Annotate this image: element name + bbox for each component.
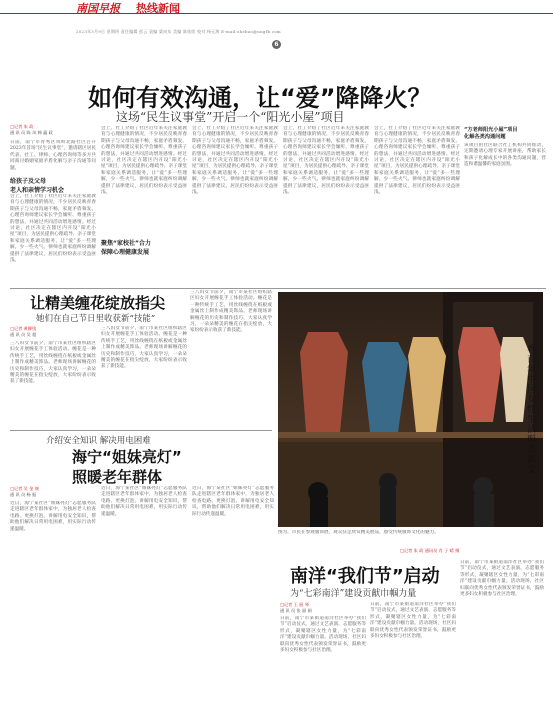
divider	[10, 430, 272, 431]
section-title: 热线新闻	[136, 2, 180, 15]
article-4-title: 南洋“我们节”启动	[290, 566, 440, 587]
sidebar-subtitle: 化解各类沟通问题	[464, 134, 506, 140]
byline: 通 讯 员 杨 振	[10, 492, 37, 497]
article-1-col-1	[10, 124, 96, 284]
article-3-title: 照暖老年群体	[72, 468, 163, 486]
newspaper-logo: 南国早报	[76, 2, 120, 15]
body-text: 三八妇女节前夕，南宁市某社区组织辖区妇女开展缠花手工体验活动。缠花是一种传统手工艺，用丝线缠绕在纸板或金属丝上制作成精美饰品。老师现场讲解缠花的历史和制作技巧，大家认真学习，一朵朵精美的缠花在指尖绽放，大家纷纷表示收获了新技能。	[10, 341, 96, 385]
article-4-col-1	[280, 602, 366, 696]
divider	[10, 288, 546, 289]
article-1-subtitle: 这场“民生议事堂”开启一个“阳光小屋”项目	[116, 110, 345, 124]
body-text: 该项目由社区联合社工机构共同推动，定期邀请心理专家开展讲座，帮助家长和孩子化解成长中的各类沟通问题，营造和谐温馨的家庭氛围。	[464, 143, 546, 168]
byline: □记者 朱 政	[10, 124, 34, 129]
byline: □记者 黄柳钱	[10, 326, 37, 331]
article-3-col-3: 近日，海宁某社区“姐妹亮灯”志愿服务队走进辖区老年群体家中，为独居老人检查电路、更换灯泡、讲解用电安全知识，帮助他们解决日常用电困难，用实际行动传递温暖。	[192, 486, 274, 517]
body-text: 日前，南宁市某街道南洋社区举办“我们节”启动仪式，通过文艺表演、志愿服务等形式，凝聚辖区女性力量，为“七彩南洋”建设贡献巾帼力量。活动现场，社区妇联向优秀女性代表颁发荣誉证书，鼓励更多妇女积极参与社区治理。	[280, 616, 366, 654]
body-text: 会上，社工介绍了社区近年来关注家庭教育与心理健康的情况，不少居民反映青春期孩子与父母沟通不畅，家庭矛盾频发。心理咨询师建议家长学会倾听、尊重孩子的想法，并通过共同活动增进感情。经过讨论，社区决定在辖区内开设“阳光小屋”项目，为居民提供心理疏导、亲子课堂和家庭关系调适服务，让“爱”多一些理解，少一些火气。律师也就家庭纠纷调解提供了法律建议，居民们纷纷表示受益匪浅。	[10, 194, 96, 264]
article-2-subtitle: 她们在自己节日里收获新“技能”	[36, 314, 156, 324]
article-1-col-5: 会上，社工介绍了社区近年来关注家庭教育与心理健康的情况，不少居民反映青春期孩子与父母沟通不畅，家庭矛盾频发。心理咨询师建议家长学会倾听、尊重孩子的想法，并通过共同活动增进感情。经过讨论，社区决定在辖区内开设“阳光小屋”项目，为居民提供心理疏导、亲子课堂和家庭关系调适服务，让“爱”多一些理解，少一些火气。律师也就家庭纠纷调解提供了法律建议，居民们纷纷表示受益匪浅。	[283, 126, 369, 196]
article-4-col-3: 日前，南宁市某街道南洋社区举办“我们节”启动仪式，通过文艺表演、志愿服务等形式，凝聚辖区女性力量，为“七彩南洋”建设贡献巾帼力量。活动现场，社区妇联向优秀女性代表颁发荣誉证书，鼓励更多妇女积极参与社区治理。	[460, 560, 544, 598]
page-number: 6	[272, 40, 281, 49]
byline: □记者 吴 金 康	[10, 486, 39, 491]
subhead: 老人和亲情学习机会	[10, 187, 65, 195]
photo-byline: □记者 朱 政 通讯员 肖 子 晴 摄	[400, 548, 460, 553]
article-1-col-6: 会上，社工介绍了社区近年来关注家庭教育与心理健康的情况，不少居民反映青春期孩子与父母沟通不畅，家庭矛盾频发。心理咨询师建议家长学会倾听、尊重孩子的想法，并通过共同活动增进感情。经过讨论，社区决定在辖区内开设“阳光小屋”项目，为居民提供心理疏导、亲子课堂和家庭关系调适服务，让“爱”多一些理解，少一些火气。律师也就家庭纠纷调解提供了法律建议，居民们纷纷表示受益匪浅。	[374, 126, 460, 196]
masthead	[0, 0, 553, 14]
sidebar-title: “方老师阳光小屋”项目	[464, 127, 518, 133]
article-1-col-4	[101, 238, 187, 256]
article-3-title: 海宁“姐妹亮灯”	[72, 448, 182, 466]
article-1-title: 如何有效沟通，让“爱”降降火？	[88, 84, 432, 112]
byline: □记者 王 丽 琴	[280, 602, 309, 607]
subhead: 保障心理健康发展	[101, 249, 150, 256]
article-3-col-1	[10, 486, 96, 696]
article-2-col-2: 三八妇女节前夕，南宁市某社区组织辖区妇女开展缠花手工体验活动。缠花是一种传统手工艺，用丝线缠绕在纸板或金属丝上制作成精美饰品。老师现场讲解缠花的历史和制作技巧，大家认真学习，一朵朵精美的缠花在指尖绽放，大家纷纷表示收获了新技能。	[101, 326, 187, 370]
sidebar-box	[464, 126, 546, 284]
article-2-col-1	[10, 326, 96, 426]
subhead: 给孩子及父母	[10, 178, 47, 186]
article-1-col-2: 会上，社工介绍了社区近年来关注家庭教育与心理健康的情况，不少居民反映青春期孩子与父母沟通不畅，家庭矛盾频发。心理咨询师建议家长学会倾听、尊重孩子的想法，并通过共同活动增进感情。经过讨论，社区决定在辖区内开设“阳光小屋”项目，为居民提供心理疏导、亲子课堂和家庭关系调适服务，让“爱”多一些理解，少一些火气。律师也就家庭纠纷调解提供了法律建议，居民们纷纷表示受益匪浅。	[101, 126, 187, 196]
lead-paragraph: 日前，南宁市青秀区凤岭北路社区召开2023年首场“民生议事堂”，邀请辖区居民代表、社工、律师、心理咨询师等多方共同商讨婚姻家庭矛盾化解与亲子沟通等问题。	[10, 140, 96, 171]
article-2-title: 让精美缠花绽放指尖	[30, 294, 166, 312]
photo-caption: 图为，市民在参观服饰展，观众驻足欣赏精美展品，感受传统服饰文化的魅力。	[278, 530, 439, 535]
subhead: 聚焦“家校社”合力	[101, 240, 151, 247]
article-3-kicker: 介绍安全知识 解决用电困难	[46, 436, 151, 446]
article-3-col-2: 近日，海宁某社区“姐妹亮灯”志愿服务队走进辖区老年群体家中，为独居老人检查电路、更换灯泡、讲解用电安全知识，帮助他们解决日常用电困难，用实际行动传递温暖。	[101, 486, 187, 517]
article-2-col-3: 三八妇女节前夕，南宁市某社区组织辖区妇女开展缠花手工体验活动。缠花是一种传统手工艺，用丝线缠绕在纸板或金属丝上制作成精美饰品。老师现场讲解缠花的历史和制作技巧，大家认真学习，一朵朵精美的缠花在指尖绽放，大家纷纷表示收获了新技能。	[190, 290, 272, 334]
article-1-col-3: 会上，社工介绍了社区近年来关注家庭教育与心理健康的情况，不少居民反映青春期孩子与父母沟通不畅，家庭矛盾频发。心理咨询师建议家长学会倾听、尊重孩子的想法，并通过共同活动增进感情。经过讨论，社区决定在辖区内开设“阳光小屋”项目，为居民提供心理疏导、亲子课堂和家庭关系调适服务，让“爱”多一些理解，少一些火气。律师也就家庭纠纷调解提供了法律建议，居民们纷纷表示受益匪浅。	[192, 126, 278, 196]
photo-caption-vertical: 看百年中国女性生活形态演变	[525, 344, 535, 474]
byline: 通 讯 员 陈 凤 韩 蕴 政	[10, 130, 53, 135]
byline: 通 讯 员 吴 超	[10, 332, 37, 337]
article-4-col-2: 日前，南宁市某街道南洋社区举办“我们节”启动仪式，通过文艺表演、志愿服务等形式，凝聚辖区女性力量，为“七彩南洋”建设贡献巾帼力量。活动现场，社区妇联向优秀女性代表颁发荣誉证书，鼓励更多妇女积极参与社区治理。	[370, 602, 456, 640]
body-text: 近日，海宁某社区“姐妹亮灯”志愿服务队走进辖区老年群体家中，为独居老人检查电路、更换灯泡、讲解用电安全知识，帮助他们解决日常用电困难，用实际行动传递温暖。	[10, 501, 96, 532]
article-4-subtitle: 为“七彩南洋”建设贡献巾帼力量	[290, 589, 417, 599]
exhibition-photo	[278, 292, 543, 527]
byline: 通 讯 员 张 丽 娟	[280, 608, 312, 613]
masthead-info: 2023年3月9日 星期四 责任编辑 彭云 责编 梁向东 美编 陈欣欣 校对 杨元海 E-mail:zhebao@nngfb.com	[76, 29, 281, 34]
